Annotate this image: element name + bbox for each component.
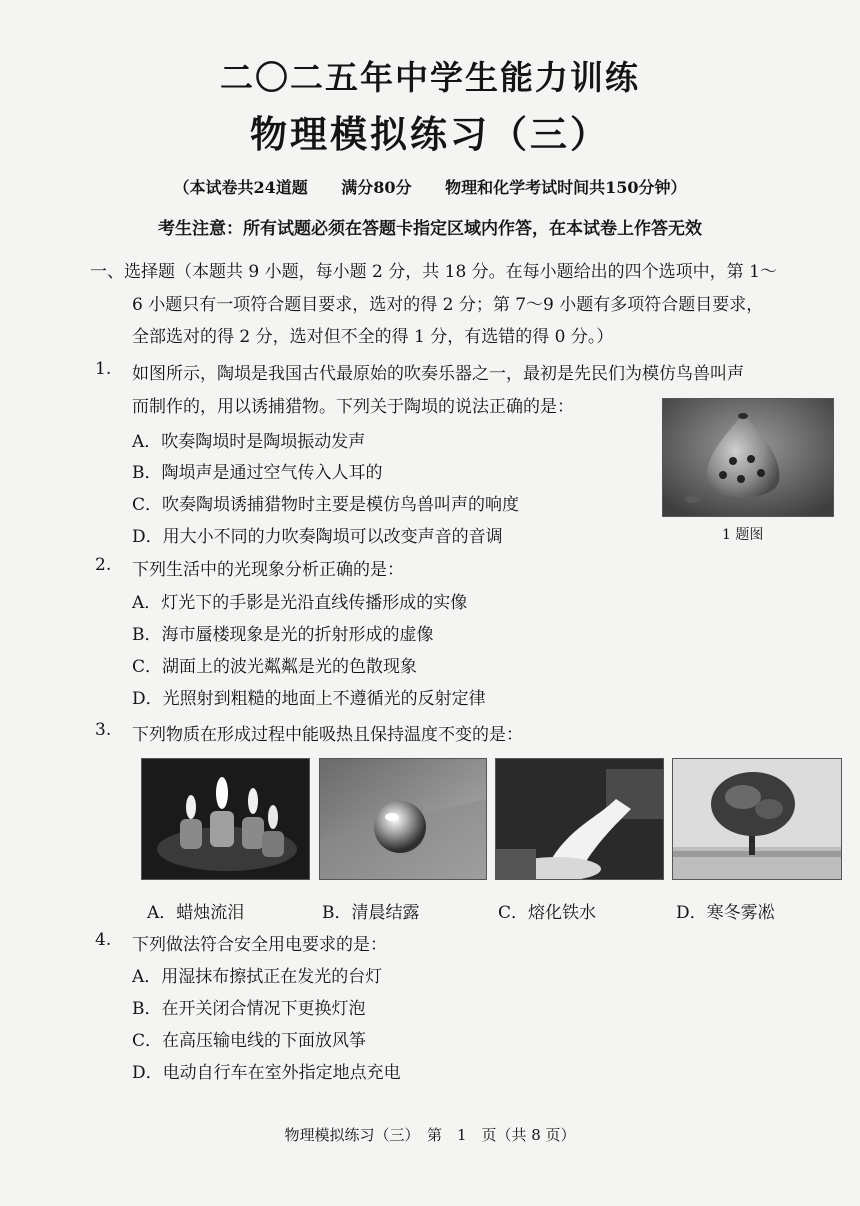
dew-drop-photo <box>319 758 487 880</box>
option-c: C．吹奏陶埙诱捕猎物时主要是模仿鸟兽叫声的响度 <box>132 495 520 515</box>
section-instruction-line: 6 小题只有一项符合题目要求，选对的得 2 分；第 7～9 小题有多项符合题目要求， <box>132 295 764 315</box>
exam-series-title: 二〇二五年中学生能力训练 <box>220 58 640 97</box>
meta-exam-time: 物理和化学考试时间共150分钟） <box>445 178 687 197</box>
molten-iron-photo <box>495 758 664 880</box>
option-b: B．陶埙声是通过空气传入人耳的 <box>132 463 383 483</box>
exam-title: 物理模拟练习（三） <box>250 113 610 156</box>
question-stem: 如图所示，陶埙是我国古代最原始的吹奏乐器之一，最初是先民们为模仿鸟兽叫声 <box>132 364 744 384</box>
image-option-a: A．蜡烛流泪 <box>147 903 245 923</box>
option-a: A．吹奏陶埙时是陶埙振动发声 <box>132 432 366 452</box>
section-instruction-line: 全部选对的得 2 分，选对但不全的得 1 分，有选错的得 0 分。） <box>132 327 614 347</box>
question-number: 3. <box>95 720 112 740</box>
meta-question-count: （本试卷共24道题 <box>173 178 308 197</box>
question-stem: 下列物质在形成过程中能吸热且保持温度不变的是： <box>132 725 523 745</box>
question-stem: 下列生活中的光现象分析正确的是： <box>132 560 404 580</box>
option-d: D．光照射到粗糙的地面上不遵循光的反射定律 <box>132 689 486 709</box>
meta-full-score: 满分80分 <box>341 178 412 197</box>
option-a: A．灯光下的手影是光沿直线传播形成的实像 <box>132 593 468 613</box>
option-d: D．用大小不同的力吹奏陶埙可以改变声音的音调 <box>132 527 503 547</box>
image-option-d: D．寒冬雾凇 <box>676 903 775 923</box>
section-instruction-line: 一、选择题（本题共 9 小题，每小题 2 分，共 18 分。在每小题给出的四个选项中，第 1～ <box>90 262 777 282</box>
image-option-b: B．清晨结露 <box>322 903 420 923</box>
question-number: 2. <box>95 555 112 575</box>
rime-tree-photo <box>672 758 842 880</box>
option-c: C．湖面上的波光粼粼是光的色散现象 <box>132 657 418 677</box>
option-b: B．在开关闭合情况下更换灯泡 <box>132 999 366 1019</box>
option-b: B．海市蜃楼现象是光的折射形成的虚像 <box>132 625 434 645</box>
exam-notice: 考生注意：所有试题必须在答题卡指定区域内作答，在本试卷上作答无效 <box>158 219 702 239</box>
question-stem: 而制作的，用以诱捕猎物。下列关于陶埙的说法正确的是： <box>132 397 574 417</box>
image-option-c: C．熔化铁水 <box>498 903 597 923</box>
option-c: C．在高压输电线的下面放风筝 <box>132 1031 367 1051</box>
option-d: D．电动自行车在室外指定地点充电 <box>132 1063 401 1083</box>
page-footer: 物理模拟练习（三） 第 1 页（共 8 页） <box>284 1126 576 1144</box>
question-number: 1. <box>95 359 112 379</box>
figure-caption: 1 题图 <box>722 527 764 543</box>
question-stem: 下列做法符合安全用电要求的是： <box>132 935 387 955</box>
exam-meta <box>0 175 860 198</box>
option-a: A．用湿抹布擦拭正在发光的台灯 <box>132 967 383 987</box>
question-number: 4. <box>95 930 112 950</box>
ocarina-photo <box>662 398 834 517</box>
candle-photo <box>141 758 310 880</box>
